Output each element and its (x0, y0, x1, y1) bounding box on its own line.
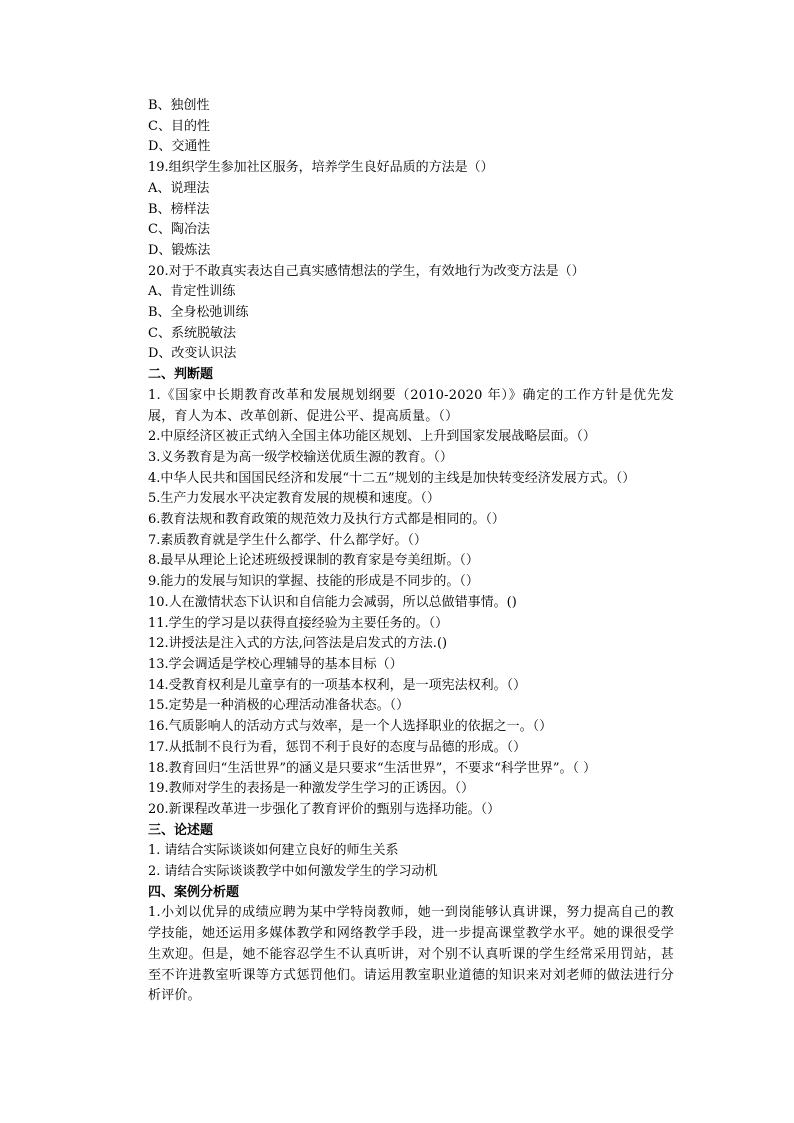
document-page (148, 96, 674, 1007)
tf-item: 6.教育法规和教育政策的规范效力及执行方式都是相同的。（） (148, 512, 505, 528)
tf-item: 19.教师对学生的表扬是一种激发学生学习的正诱因。（） (148, 781, 475, 797)
essay-item: 2. 请结合实际谈谈教学中如何激发学生的学习动机 (148, 864, 438, 880)
tf-item: 5.生产力发展水平决定教育发展的规模和速度。（） (148, 491, 440, 507)
section-heading-essay: 三、论述题 (148, 822, 214, 838)
tf-item: 7.素质教育就是学生什么都学、什么都学好。（） (148, 532, 427, 548)
q20-option-a: A、肯定性训练 (148, 284, 236, 300)
case-paragraph: 1.小刘以优异的成绩应聘为某中学特岗教师，她一到岗能够认真讲课，努力提高自己的教学技能，她还运用多媒体教学和网络教学手段，进一步提高课堂教学水平。她的课很受学生欢迎。但是，她不能容忍学生不认真听讲，对个别不认真听课的学生经常采用罚站，甚至不许进教室听课等方式惩罚他们。请运用教室职业道德的知识来对刘老师的做法进行分析评价。 (148, 905, 674, 1004)
q18-option-d: D、交通性 (148, 139, 211, 155)
tf-item: 8.最早从理论上论述班级授课制的教育家是夸美纽斯。（） (148, 553, 479, 569)
tf-item: 14.受教育权利是儿童享有的一项基本权利，是一项宪法权利。（） (148, 677, 527, 693)
tf-item: 12.讲授法是注入式的方法,问答法是启发式的方法.() (148, 636, 448, 652)
q20-option-c: C、系统脱敏法 (148, 325, 236, 341)
q20-option-d: D、改变认识法 (148, 346, 237, 362)
q19-option-c: C、陶冶法 (148, 222, 210, 238)
tf-item: 17.从抵制不良行为看，惩罚不利于良好的态度与品德的形成。（） (148, 739, 527, 755)
q19-option-a: A、说理法 (148, 180, 210, 196)
section-heading-true-false: 二、判断题 (148, 367, 214, 383)
q19-option-b: B、榜样法 (148, 201, 210, 217)
q19-stem: 19.组织学生参加社区服务，培养学生良好品质的方法是（） (148, 160, 494, 176)
tf-item: 1.《国家中长期教育改革和发展规划纲要（2010-2020 年）》确定的工作方针是优先发展，育人为本、改革创新、促进公平、提高质量。（） (148, 387, 674, 424)
q20-stem: 20.对于不敢真实表达自己真实感情想法的学生，有效地行为改变方法是（） (148, 263, 585, 279)
tf-item: 11.学生的学习是以获得直接经验为主要任务的。（） (148, 615, 449, 631)
q19-option-d: D、锻炼法 (148, 242, 211, 258)
tf-item: 18.教育回归“生活世界”的涵义是只要求“生活世界”，不要求“科学世界”。（ ） (148, 760, 597, 776)
tf-item: 16.气质影响人的活动方式与效率，是一个人选择职业的依据之一。（） (148, 719, 553, 735)
tf-item: 4.中华人民共和国国民经济和发展“十二五”规划的主线是加快转变经济发展方式。（） (148, 470, 636, 486)
tf-item: 20.新课程改革进一步强化了教育评价的甄别与选择功能。（） (148, 801, 501, 817)
tf-item: 10.人在激情状态下认识和自信能力会减弱，所以总做错事情。() (148, 594, 517, 610)
section-heading-case-analysis: 四、案例分析题 (148, 884, 240, 900)
q18-option-c: C、目的性 (148, 118, 210, 134)
tf-item: 9.能力的发展与知识的掌握、技能的形成是不同步的。（） (148, 574, 479, 590)
tf-item: 13.学会调适是学校心理辅导的基本目标（） (148, 656, 403, 672)
tf-item: 15.定势是一种消极的心理活动准备状态。（） (148, 698, 410, 714)
tf-item: 2.中原经济区被正式纳入全国主体功能区规划、上升到国家发展战略层面。（） (148, 429, 596, 445)
q20-option-b: B、全身松弛训练 (148, 305, 249, 321)
q18-option-b: B、独创性 (148, 98, 210, 113)
essay-item: 1. 请结合实际谈谈如何建立良好的师生关系 (148, 843, 399, 859)
tf-item: 3.义务教育是为高一级学校输送优质生源的教育。（） (148, 449, 453, 465)
